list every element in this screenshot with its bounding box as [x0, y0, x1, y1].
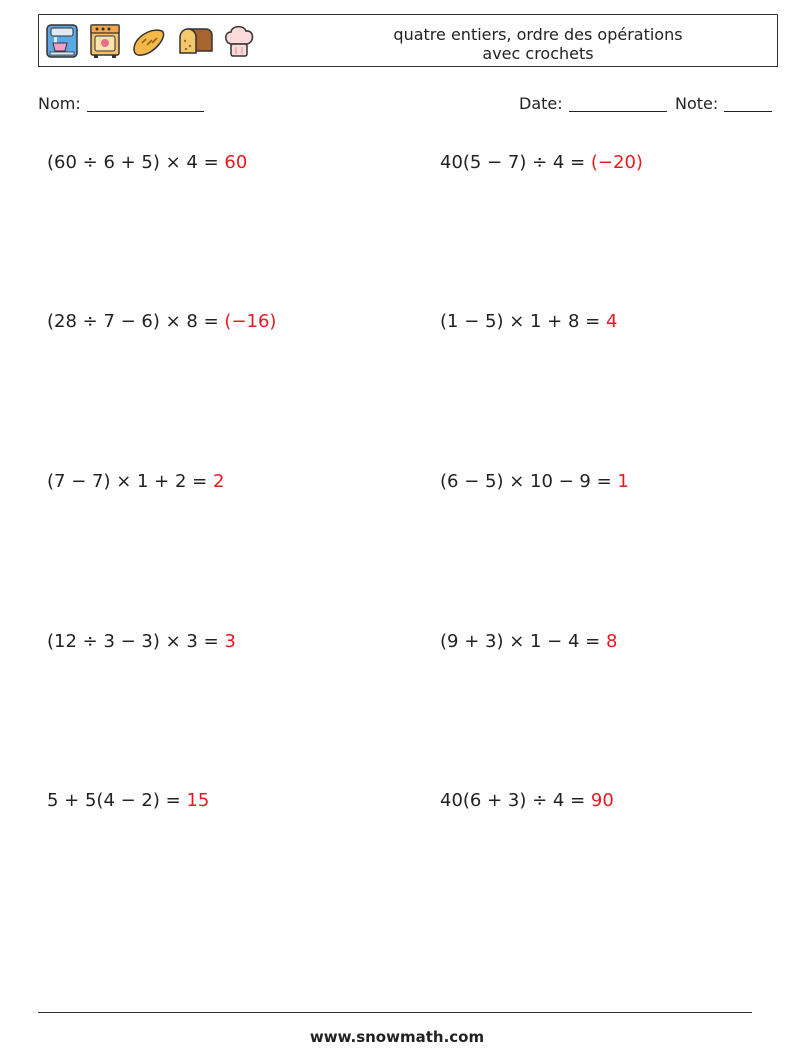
bread-loaf-icon [176, 23, 214, 59]
footer-url[interactable]: www.snowmath.com [309, 1028, 485, 1046]
problem-3 [47, 310, 276, 334]
problem-answer: 8 [605, 631, 618, 652]
oven-icon [88, 23, 122, 59]
footer-divider [38, 1012, 752, 1013]
problem-answer: 3 [224, 631, 236, 652]
name-label: Nom: [38, 94, 81, 113]
problem-expression: (12 ÷ 3 − 3) × 3 = [47, 631, 225, 652]
problem-7 [47, 630, 236, 654]
date-label: Date: [519, 94, 563, 113]
date-field [519, 94, 667, 114]
problem-4 [440, 310, 617, 334]
problem-answer: (−20) [590, 152, 643, 173]
problem-2 [440, 151, 643, 175]
problem-answer: 60 [224, 152, 248, 173]
problem-6 [440, 470, 629, 494]
problem-expression: 5 + 5(4 − 2) = [47, 790, 187, 811]
worksheet-title: quatre entiers, ordre des opérations avec crochets [393, 25, 683, 63]
problem-answer: 2 [212, 471, 225, 492]
problem-answer: (−16) [224, 311, 277, 332]
problem-answer: 90 [590, 790, 614, 811]
grade-blank[interactable] [724, 95, 772, 112]
problem-8 [440, 630, 617, 654]
problem-expression: (1 − 5) × 1 + 8 = [440, 311, 606, 332]
grade-field [675, 94, 772, 114]
grade-label: Note: [675, 94, 719, 113]
problem-10 [440, 789, 614, 813]
problem-expression: (28 ÷ 7 − 6) × 8 = [47, 311, 225, 332]
problem-expression: (7 − 7) × 1 + 2 = [47, 471, 213, 492]
name-blank[interactable] [87, 95, 204, 112]
problem-answer: 15 [186, 790, 210, 811]
header-icons [44, 21, 256, 61]
problem-expression: 40(5 − 7) ÷ 4 = [440, 152, 591, 173]
problem-answer: 1 [617, 471, 629, 492]
date-blank[interactable] [569, 95, 667, 112]
problem-9 [47, 789, 209, 813]
problem-5 [47, 470, 224, 494]
header-box [38, 14, 778, 67]
problem-answer: 4 [605, 311, 618, 332]
problem-expression: (6 − 5) × 10 − 9 = [440, 471, 618, 492]
chef-hat-icon [222, 22, 256, 60]
name-field [38, 94, 204, 114]
baguette-icon [130, 23, 168, 59]
problem-expression: (60 ÷ 6 + 5) × 4 = [47, 152, 225, 173]
problem-1 [47, 151, 247, 175]
mixer-icon [44, 23, 80, 59]
problem-expression: 40(6 + 3) ÷ 4 = [440, 790, 591, 811]
problem-expression: (9 + 3) × 1 − 4 = [440, 631, 606, 652]
